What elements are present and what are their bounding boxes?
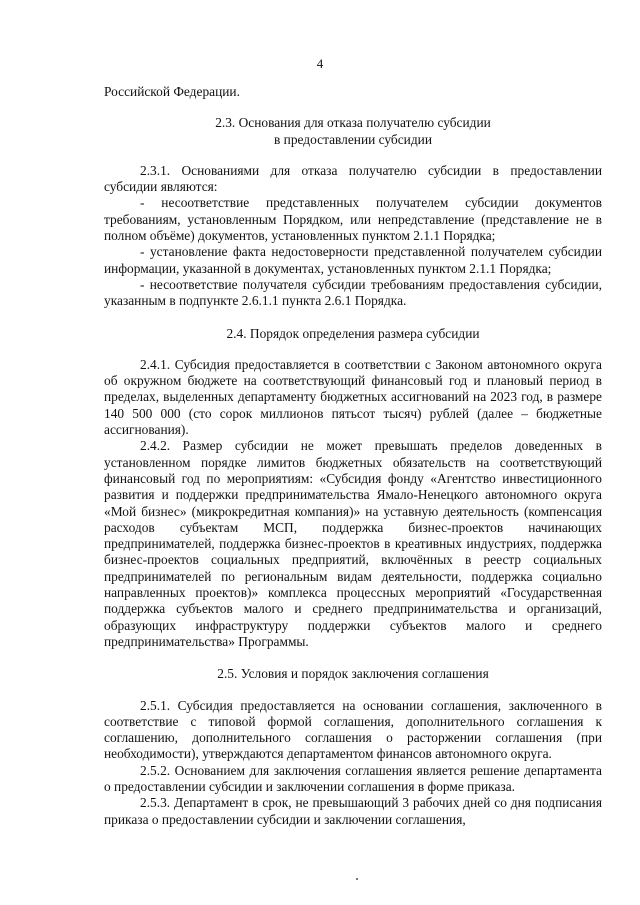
section-2-3-heading-line-2: в предоставлении субсидии [273, 131, 432, 147]
section-2-4-heading-text: 2.4. Порядок определения размера субсидии [226, 325, 480, 341]
section-2-3-heading [104, 115, 602, 148]
section-2-3-heading-line-1: 2.3. Основания для отказа получателю субсидии [215, 115, 491, 131]
paragraph-2-5-3: 2.5.3. Департамент в срок, не превышающий 3 рабочих дней со дня подписания приказа о предоставлении субсидии и заключении соглашения, [104, 795, 602, 827]
page-number: 4 [316, 56, 324, 71]
bullet-2-3-1-a: - несоответствие представленных получателем субсидии документов требованиям, установленным Порядком, или непредставление (представление не в полном объёме) документов, установленных пунктом 2.1.1 Порядка; [104, 195, 602, 244]
bullet-2-3-1-b: - установление факта недостоверности представленной получателем субсидии информации, указанной в документах, установленных пунктом 2.1.1 Порядка; [104, 244, 602, 276]
section-2-4-heading [104, 326, 602, 342]
section-2-5-heading [104, 666, 602, 682]
page-content [104, 84, 602, 828]
bullet-2-3-1-c: - несоответствие получателя субсидии требованиям предоставления субсидии, указанным в подпункте 2.6.1.1 пункта 2.6.1 Порядка. [104, 276, 602, 309]
paragraph-2-4-1: 2.4.1. Субсидия предоставляется в соответствии с Законом автономного округа об окружном бюджете на соответствующий финансовый год и плановый период в пределах, выделенных департаменту бюджетных ассигнований на 2023 год, в размере 140 500 000 (сто сорок миллионов пятьсот тысяч) рублей (далее – бюджетные ассигнования). [104, 356, 602, 438]
paragraph-2-3-1: 2.3.1. Основаниями для отказа получателю субсидии в предоставлении субсидии являются: [104, 162, 602, 195]
paragraph-2-4-2: 2.4.2. Размер субсидии не может превышать пределов доведенных в установленном порядке лимитов бюджетных обязательств на соответствующий финансовый год по мероприятиям: «Субсидия фонду «Агентство инвестиционного развития и поддержки предпринимательства Ямало-Ненецкого автономного округа «Мой бизнес» (микрокредитная компания)» на уставную деятельность (компенсация расходов субъектам МСП, поддержка бизнес-проектов начинающих предпринимателей, поддержка бизнес-проектов в креативных индустриях, поддержка бизнес-проектов социальных предприятий, включённых в реестр социальных предпринимателей по региональным видам деятельности, поддержка социально направленных проектов)» комплекса процессных мероприятий «Государственная поддержка субъектов малого и среднего предпринимательства и организаций, образующих инфраструктуру поддержки субъектов малого и среднего предпринимательства» Программы. [104, 438, 602, 649]
intro-line: Российской Федерации. [104, 84, 240, 99]
scan-speck [356, 878, 358, 880]
paragraph-2-5-2: 2.5.2. Основанием для заключения соглашения является решение департамента о предоставлении субсидии и заключении соглашения в форме приказа. [104, 762, 602, 794]
section-2-5-heading-text: 2.5. Условия и порядок заключения соглашения [217, 666, 489, 682]
paragraph-2-5-1: 2.5.1. Субсидия предоставляется на основании соглашения, заключенного в соответствие с типовой формой соглашения, дополнительного соглашения к соглашению, дополнительного соглашения о расторжении соглашения (при необходимости), утверждаются департаментом финансов автономного округа. [104, 697, 602, 762]
